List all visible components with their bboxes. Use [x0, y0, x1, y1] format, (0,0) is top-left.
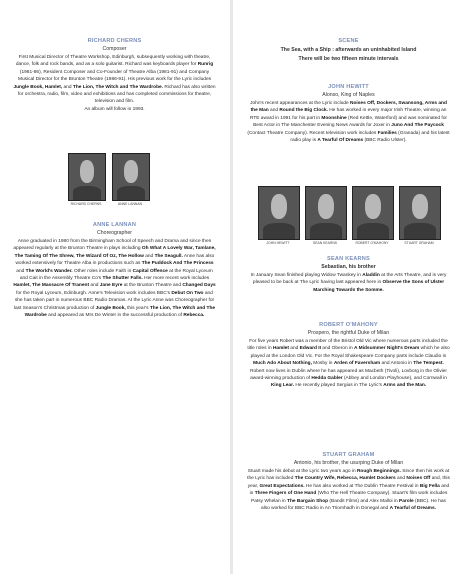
- anne-photo: [112, 153, 150, 201]
- john-section: [234, 84, 463, 144]
- sean-role: Sebastian, his brother: [321, 264, 376, 270]
- sean-bio: In January Sean finished playing Widow Twankey in Aladdin at the Arts Theatre, and is very pleased to be back at The Lyric having last appeared here in Observe the Sons of Ulster Marching Towards the Somme.: [250, 273, 447, 293]
- richard-section: [0, 38, 229, 113]
- robert-photo: [352, 186, 394, 240]
- john-role: Alonso, King of Naples: [322, 92, 375, 98]
- scene-line-1: The Sea, with a Ship : afterwards an uninhabited Island: [280, 47, 417, 53]
- scene-heading: SCENE: [338, 38, 359, 44]
- caption-sean: SEAN KEARNS: [312, 241, 338, 245]
- sean-name: SEAN KEARNS: [327, 256, 370, 262]
- page-divider: [230, 0, 233, 574]
- caption-richard: RICHARD CHERNS: [70, 202, 102, 206]
- sean-section: [234, 256, 463, 294]
- stuart-name: STUART GRAHAM: [322, 452, 375, 458]
- anne-role: Choreographer: [97, 230, 132, 236]
- scene-section: [234, 38, 463, 62]
- robert-name: ROBERT O'MAHONY: [319, 322, 378, 328]
- scene-line-2: There will be two fifteen minute intervals: [298, 56, 399, 62]
- richard-album: An album will follow in 1993.: [84, 106, 145, 112]
- anne-name: ANNE LANNAN: [92, 222, 137, 228]
- caption-stuart: STUART GRAHAM: [404, 241, 434, 245]
- anne-bio: Anne graduated in 1980 from the Birmingham School of Speech and Drama and since then appeared regularly at the Brunton Theatre in plays including Oh What A Lovely War, Tamlane, The Taming Of The Shrew, The Wizard Of Oz, The Hollow and The Seagull. Anne has also worked extensively for Theatre Alba in productions such as The Puddock And The Princess and The World's Wander. Other roles include Faith in Capital Offence at the Royal Lyceum and Cait in the Assembly Theatre Co's The Shutter Falls. Her more recent work includes Hamlet, The Massacre Of Tranent and Jane Eyre at the Brunton Theatre and Changed Days for the Royal Lyceum, Edinburgh. Anne's Television work includes BBC's Debut On Two and she has taken part in numerous BBC Radio Dramas. At the Lyric Anne was Choreographer for last Season's Christmas production of Jungle Book, this year's The Lion, The Witch and The Wardrobe and appeared as Mrs De Winter in the successful production of Rebecca.: [13, 239, 216, 319]
- richard-bio: First Musical Director of Theatre Workshop, Edinburgh, subsequently working with theatre, dance, folk and rock bands, and as a solo guitarist. Richard was keyboards player for Runrig (1981-86), Resident Composer and Co-Founder of Theatre Alba (1981-91) and Company Musical Director for the Brunton Theatre (1986-91). His previous work for the Lyric includes Jungle Book, Hamlet, and The Lion, The Witch and The Wardrobe. Richard has also written for orchestra, radio, film, video and exhibitions and has completed commissions for theatre, television and film.: [13, 55, 216, 105]
- sean-photo: [305, 186, 347, 240]
- john-bio: John's recent appearances at the Lyric include Noises Off, Dockers, Swansong, Arms and the Man and Round the Big Clock. He has worked in every major Irish Theatre, winning an RTE award in 1991 for his part in Moonshine (Red Kettle, Waterford) and was nominated for Best Actor in The Manchester Evening News Awards for Joxer in Juno And The Paycock (Contact Theatre Company). Recent television work includes Families (Granada) and his latest radio play is A Tearful Of Dreams (BBC Radio Ulster).: [247, 101, 450, 144]
- robert-section: [234, 322, 463, 390]
- john-photo: [258, 186, 300, 240]
- robert-role: Prospero, the rightful Duke of Milan: [307, 330, 390, 336]
- stuart-role: Antonio, his brother, the usurping Duke of Milan: [293, 460, 404, 466]
- stuart-bio: Stuart made his debut at the Lyric two years ago in Rough Beginnings. Since then his work at the Lyric has included The Country Wife, Rebecca, Hamlet Dockers and Noises Off and, this year, Great Expectations. He has also worked at The Dublin Theatre Festival in Big Fella and in Three Fingers of One Hand (Who The Hell Theatre Company). Stuart's film work includes Patsy Whelan in The Bargain Shop (Bandit Films) and Alex Malloi in Parole (BBC). He has also worked for BBC Radio in An Triomhadh in Donegal and A Tearful of Dreams.: [247, 469, 450, 512]
- john-name: JOHN HEWITT: [328, 84, 369, 90]
- caption-john: JOHN HEWITT: [266, 241, 290, 245]
- anne-section: [0, 222, 229, 319]
- richard-name: RICHARD CHERNS: [87, 38, 142, 44]
- stuart-section: [234, 452, 463, 512]
- robert-bio: For five years Robert was a member of the Bristol Old Vic where numerous parts included the title roles in Hamlet and Edward II and Oberon in A Midsummer Night's Dream which he also played at the London Old Vic. For the Royal Shakespeare Company parts include Claudio in Much Ado About Nothing, Mosby in Arden of Faversham and Antonio in The Tempest. Robert now lives in Dublin where he has appeared as Macbeth (Tivoli), Lovborg in the Olivier award-winning production of Hedda Gabler (Abbey and London Playhouse), and Cornwall in King Lear. He recently played Sergius in The Lyric's Arms and the Man.: [247, 339, 450, 389]
- richard-photo: [68, 153, 106, 201]
- richard-role: Composer: [102, 46, 127, 52]
- caption-anne: ANNE LANNAN: [117, 202, 143, 206]
- stuart-photo: [399, 186, 441, 240]
- caption-robert: ROBERT O'MAHONY: [355, 241, 389, 245]
